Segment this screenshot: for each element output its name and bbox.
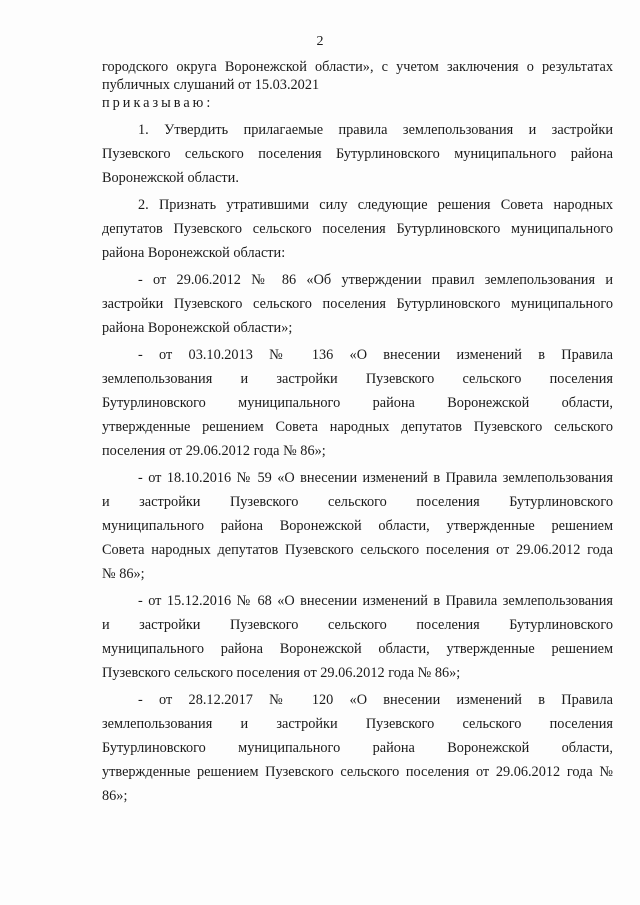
text-line: Воронежской области. (102, 170, 239, 186)
text-line: депутатов Пузевского сельского поселения Бутурлиновского муниципального (102, 221, 613, 237)
text-line: Бутурлиновского муниципального района Воронежской области, (102, 395, 613, 411)
text-line: Бутурлиновского муниципального района Воронежской области, (102, 740, 613, 756)
document-body (102, 58, 613, 805)
text-line: поселения от 29.06.2012 года № 86»; (102, 443, 326, 459)
list-item-2: 2. Признать утратившими силу следующие решения Совета народных (138, 197, 613, 213)
text-line: муниципального района Воронежской области, утвержденные решением (102, 518, 613, 534)
text-line: землепользования и застройки Пузевского сельского поселения (102, 716, 613, 732)
text-line: района Воронежской области: (102, 245, 286, 261)
text-line: публичных слушаний от 15.03.2021 (102, 77, 320, 93)
order-heading: приказываю: (102, 95, 214, 111)
repealed-decision-4: - от 15.12.2016 № 68 «О внесении изменений в Правила землепользования (138, 593, 613, 609)
text-line: и застройки Пузевского сельского поселения Бутурлиновского (102, 494, 613, 510)
text-line: Пузевского сельского поселения Бутурлиновского муниципального района (102, 146, 613, 162)
repealed-decision-2: - от 03.10.2013 № 136 «О внесении изменений в Правила (138, 347, 613, 363)
text-line: застройки Пузевского сельского поселения Бутурлиновского муниципального (102, 296, 613, 312)
text-line: утвержденные решением Пузевского сельского поселения от 29.06.2012 года № (102, 764, 613, 780)
text-line: Пузевского сельского поселения от 29.06.2012 года № 86»; (102, 665, 461, 681)
text-line: городского округа Воронежской области», с учетом заключения о результатах (102, 59, 613, 75)
text-line: 86»; (102, 788, 128, 804)
list-item-1: 1. Утвердить прилагаемые правила землепользования и застройки (138, 122, 613, 138)
repealed-decision-3: - от 18.10.2016 № 59 «О внесении изменений в Правила землепользования (138, 470, 613, 486)
repealed-decision-5: - от 28.12.2017 № 120 «О внесении изменений в Правила (138, 692, 613, 708)
text-line: и застройки Пузевского сельского поселения Бутурлиновского (102, 617, 613, 633)
text-line: землепользования и застройки Пузевского сельского поселения (102, 371, 613, 387)
repealed-decision-1: - от 29.06.2012 № 86 «Об утверждении правил землепользования и (138, 272, 613, 288)
text-line: Совета народных депутатов Пузевского сельского поселения от 29.06.2012 года (102, 542, 613, 558)
text-line: района Воронежской области»; (102, 320, 293, 336)
text-line: утвержденные решением Совета народных депутатов Пузевского сельского (102, 419, 613, 435)
page-number: 2 (316, 34, 324, 49)
text-line: № 86»; (102, 566, 145, 582)
text-line: муниципального района Воронежской области, утвержденные решением (102, 641, 613, 657)
